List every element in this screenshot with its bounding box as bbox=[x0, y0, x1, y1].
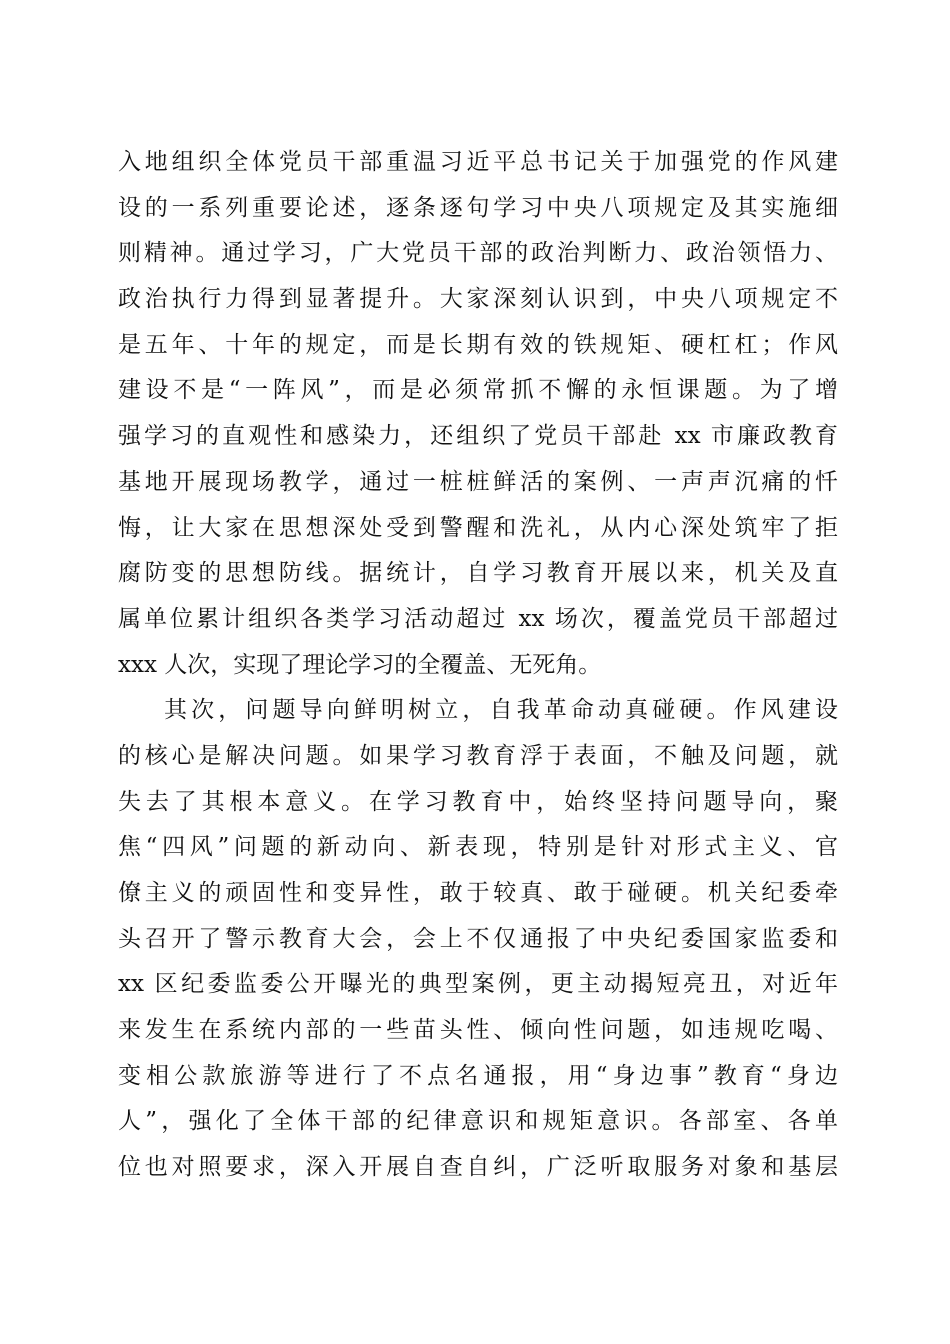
text-line: 变相公款旅游等进行了不点名通报，用“身边事”教育“身边 bbox=[118, 1062, 838, 1089]
text-line: xxx 人次，实现了理论学习的全覆盖、无死角。 bbox=[118, 651, 602, 678]
text-line: 强学习的直观性和感染力，还组织了党员干部赴 xx 市廉政教育 bbox=[118, 423, 838, 450]
document-body bbox=[118, 140, 838, 1191]
text-line: 基地开展现场教学，通过一桩桩鲜活的案例、一声声沉痛的忏 bbox=[118, 468, 838, 495]
text-line: 建设不是“一阵风”，而是必须常抓不懈的永恒课题。为了增 bbox=[118, 377, 838, 404]
text-line: 政治执行力得到显著提升。大家深刻认识到，中央八项规定不 bbox=[118, 286, 838, 313]
text-line: 腐防变的思想防线。据统计，自学习教育开展以来，机关及直 bbox=[118, 560, 838, 587]
text-line: 的核心是解决问题。如果学习教育浮于表面，不触及问题，就 bbox=[118, 742, 838, 769]
text-line: 头召开了警示教育大会，会上不仅通报了中央纪委国家监委和 bbox=[118, 925, 838, 952]
text-line: 其次，问题导向鲜明树立，自我革命动真碰硬。作风建设 bbox=[164, 697, 838, 724]
paragraph-1 bbox=[118, 140, 838, 688]
text-line: 悔，让大家在思想深处受到警醒和洗礼，从内心深处筑牢了拒 bbox=[118, 514, 838, 541]
text-line: 失去了其根本意义。在学习教育中，始终坚持问题导向，聚 bbox=[118, 788, 838, 815]
text-line: 位也对照要求，深入开展自查自纠，广泛听取服务对象和基层 bbox=[118, 1154, 838, 1181]
text-line: xx 区纪委监委公开曝光的典型案例，更主动揭短亮丑，对近年 bbox=[118, 971, 838, 998]
text-line: 人”，强化了全体干部的纪律意识和规矩意识。各部室、各单 bbox=[118, 1108, 838, 1135]
text-line: 入地组织全体党员干部重温习近平总书记关于加强党的作风建 bbox=[118, 149, 838, 175]
text-line: 是五年、十年的规定，而是长期有效的铁规矩、硬杠杠；作风 bbox=[118, 331, 838, 358]
text-line: 焦“四风”问题的新动向、新表现，特别是针对形式主义、官 bbox=[118, 834, 838, 861]
text-line: 僚主义的顽固性和变异性，敢于较真、敢于碰硬。机关纪委牵 bbox=[118, 880, 838, 906]
paragraph-2 bbox=[118, 688, 838, 1191]
text-line: 则精神。通过学习，广大党员干部的政治判断力、政治领悟力、 bbox=[118, 240, 838, 267]
text-line: 设的一系列重要论述，逐条逐句学习中央八项规定及其实施细 bbox=[118, 194, 838, 221]
text-line: 属单位累计组织各类学习活动超过 xx 场次，覆盖党员干部超过 bbox=[118, 605, 838, 632]
text-line: 来发生在系统内部的一些苗头性、倾向性问题，如违规吃喝、 bbox=[118, 1017, 838, 1044]
